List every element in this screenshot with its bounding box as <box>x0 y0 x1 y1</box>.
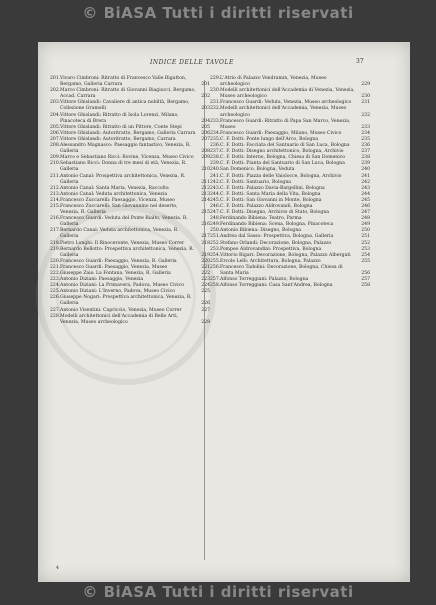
entry-number: 210. <box>50 161 61 167</box>
entry-number: 241. <box>210 173 221 179</box>
entry-number: 235. <box>210 136 221 142</box>
entry-text: C. F. Dotti: Facciata del Santuario di San Luca, Bologna <box>220 143 350 149</box>
entry-number: 206. <box>50 130 61 136</box>
entry-page: 227 <box>201 307 210 313</box>
index-entry <box>50 161 210 173</box>
entry-text: Alessandro Magnasco: Paesaggio fantastico, Venezia, R. Galleria <box>60 143 191 155</box>
entry-text: C. F. Dotti: Ponte lungo dell'Arco, Bologna <box>220 136 319 142</box>
entry-text: C. F. Dotti: Disegno architettonico, Bologna, Archivio <box>220 149 344 155</box>
entry-page: 236 <box>361 143 370 149</box>
entry-number: 249. <box>210 222 221 228</box>
entry-page: 226 <box>201 301 210 307</box>
entry-page: 245 <box>361 197 370 203</box>
entry-text: C. F. Dotti: Santuario, Bologna <box>220 179 292 185</box>
entry-text: Francesco Guardi: Veduta, Venezia, Museo archeologico <box>220 100 352 106</box>
entry-page: 239 <box>361 161 370 167</box>
watermark-bottom: © BiASA Tutti i diritti riservati <box>82 583 354 601</box>
index-entry <box>50 76 210 88</box>
entry-number: 222. <box>50 271 61 276</box>
entry-page: 238 <box>361 155 370 161</box>
entry-number: 203. <box>50 100 61 106</box>
entry-text: C. F. Dotti: Palazzo Davia-Bargellini, Bologna <box>220 185 325 191</box>
entry-number: 247. <box>210 210 221 216</box>
index-entry <box>210 76 370 88</box>
entry-number: 227. <box>50 307 61 313</box>
entry-page: 203 <box>201 106 210 112</box>
entry-number: 207. <box>50 136 61 142</box>
entry-page: 210 <box>201 167 210 173</box>
entry-text: Bernardo Canal: Veduta architettonica, Venezia, R. Galleria <box>60 228 179 240</box>
entry-page: 232 <box>361 112 370 118</box>
entry-text: San Domenico, Bologna, Veduta <box>220 167 295 173</box>
entry-text: Antonio Diziani: L'Inverno, Padova, Museo Civico <box>60 289 175 295</box>
entry-number: 230. <box>210 88 221 94</box>
entry-page: 224 <box>201 283 210 289</box>
entry-text: L'Atrio di Palazzo Vendramin, Venezia, Museo archeologico <box>220 76 327 88</box>
entry-page: 204 <box>201 118 210 124</box>
entry-text: C. F. Dotti: Pianta del Santuario di San Luca, Bologna <box>220 161 345 167</box>
entry-number: 205. <box>50 124 61 130</box>
index-entry <box>50 295 210 307</box>
page-number: 37 <box>356 58 364 65</box>
entry-number: 246. <box>210 203 221 209</box>
entry-page: 225 <box>201 289 210 295</box>
entry-page: 217 <box>201 234 210 240</box>
entry-text: Vittorio Bigari: Decorazione, Bologna, Palazzo Albergati <box>220 252 351 258</box>
index-entry <box>210 106 370 118</box>
entry-number: 255. <box>210 258 221 264</box>
entry-page: 208 <box>201 149 210 155</box>
entry-text: Antonio Bibiena: Disegno, Bologna <box>220 228 302 234</box>
entry-text: Pompeo Aldrovandini: Prospettiva, Bologna <box>220 246 322 252</box>
entry-number: 211. <box>50 173 61 179</box>
entry-number: 252. <box>210 240 221 246</box>
entry-text: Francesco Zuccarelli: Paesaggio, Vicenza, Museo <box>60 197 175 203</box>
entry-number: 228. <box>50 313 61 319</box>
entry-number: 218. <box>50 240 61 246</box>
index-entry <box>50 113 210 125</box>
entry-number: 219. <box>50 246 61 252</box>
entry-text: Alfonso Torreggiani: Casa Sant'Andrea, Bologna <box>220 283 333 289</box>
entry-page: 255 <box>361 258 370 264</box>
entry-text: C. F. Dotti: San Giovanni in Monte, Bologna <box>220 197 322 203</box>
entry-page: 253 <box>361 246 370 252</box>
entry-number: 244. <box>210 191 221 197</box>
entry-page: 218 <box>201 240 210 246</box>
index-entry <box>50 100 210 112</box>
entry-page: 229 <box>361 82 370 88</box>
entry-number: 224. <box>50 283 61 289</box>
entry-text: Vittore Ghislandi: Cavaliere di antica nobiltà, Bergamo, Collezione Grumelli <box>60 100 190 112</box>
entry-text: Vivaro Cimbroni: Ritratto di Francesco Valle Bigatton, Bergamo, Galleria Carrara <box>60 76 187 88</box>
index-entry <box>50 228 210 240</box>
entry-number: 256. <box>210 264 221 270</box>
index-entry <box>50 174 210 186</box>
entry-text: Ercole Lelli: Architettura, Bologna, Palazzo <box>220 258 321 264</box>
entry-page: 234 <box>361 130 370 136</box>
entry-text: Vittore Ghislandi: Ritratto di Isola Lorenzi, Milano, Pinacoteca di Brera <box>60 112 179 124</box>
index-entry <box>210 119 370 131</box>
index-entry <box>50 143 210 155</box>
entry-page: 244 <box>361 191 370 197</box>
entry-text: C. F. Dotti: Interno, Bologna, Chiesa di San Domenico <box>220 155 346 161</box>
entry-text: Francesco Guardi: Paesaggio, Venezia, Museo <box>60 264 168 270</box>
entry-page: 212 <box>201 185 210 191</box>
watermark-top: © BiASA Tutti i diritti riservati <box>82 4 354 22</box>
entry-text: Giuseppe Nogari: Prospettiva architettonica, Venezia, R. Galleria <box>60 295 192 307</box>
entry-text: Modelli architettonici dell'Accademia, Venezia, Museo archeologico <box>220 106 347 118</box>
entry-number: 240. <box>210 167 221 173</box>
index-entry <box>50 88 210 100</box>
entry-text: Vittore Ghislandi: Autoritratto, Bergamo, Carrara <box>60 136 176 142</box>
entry-page: 215 <box>201 210 210 216</box>
entry-page: 235 <box>361 136 370 142</box>
entry-number: 251. <box>210 234 221 240</box>
index-column-left <box>50 76 210 326</box>
entry-text: Marco e Sebastiano Ricci: Rovine, Vicenza, Museo Civico <box>60 155 194 161</box>
index-entry <box>210 265 370 277</box>
entry-page: 256 <box>361 271 370 276</box>
entry-page: 242 <box>361 179 370 185</box>
entry-number: 239. <box>210 161 221 167</box>
index-column-right <box>210 76 370 289</box>
entry-page: 216 <box>201 222 210 228</box>
entry-page: 233 <box>361 124 370 130</box>
entry-text: Ferdinando Bibiena: Teatro, Parma <box>220 216 302 222</box>
entry-page: 220 <box>201 258 210 264</box>
entry-number: 220. <box>50 258 61 264</box>
footer-mark: 4 <box>56 566 59 571</box>
entry-number: 209. <box>50 155 61 161</box>
entry-number: 202. <box>50 88 61 94</box>
entry-text: Antonio Diziani: Paesaggio, Venezia <box>60 277 144 283</box>
entry-page: 211 <box>201 179 210 185</box>
entry-number: 208. <box>50 143 61 149</box>
entry-page: 206 <box>201 130 210 136</box>
entry-number: 214. <box>50 197 61 203</box>
entry-number: 236. <box>210 143 221 149</box>
entry-text: Alfonso Torreggiani: Palazzo, Bologna <box>220 277 309 283</box>
index-entry <box>50 204 210 216</box>
entry-number: 215. <box>50 203 61 209</box>
entry-number: 204. <box>50 112 61 118</box>
entry-text: Modelli architettonici dell'Accademia di Venezia, Venezia, Museo archeologico <box>220 88 355 100</box>
entry-page: 223 <box>201 277 210 283</box>
entry-number: 217. <box>50 228 61 234</box>
entry-page: 202 <box>201 94 210 100</box>
entry-number: 254. <box>210 252 221 258</box>
entry-text: Antonio Canal: Santa Maria, Venezia, Raccolta <box>60 185 169 191</box>
entry-page: 251 <box>361 234 370 240</box>
entry-number: 232. <box>210 106 221 112</box>
entry-text: Antonio Visentini: Capriccio, Venezia, Museo Correr <box>60 307 182 313</box>
entry-text: Francesco Guardi: Veduta del Ponte Rialto, Venezia, R. Galleria <box>60 216 188 228</box>
entry-text: C. F. Dotti: Piazza delle Vaiolocce, Bologna, Archivio <box>220 173 342 179</box>
entry-page: 209 <box>201 155 210 161</box>
entry-text: Francesco Zuccarelli: San Giovannino nel deserto, Venezia, R. Galleria <box>60 203 178 216</box>
entry-page: 257 <box>361 277 370 283</box>
entry-page: 207 <box>201 136 210 142</box>
entry-page: 213 <box>201 191 210 197</box>
entry-text: Ferdinando Bibiena: Scena, Bologna, Pinacoteca <box>220 222 334 228</box>
entry-page: 254 <box>361 252 370 258</box>
entry-number: 233. <box>210 118 221 124</box>
entry-text: Antonio Diziani: La Primavera, Padova, Museo Civico <box>60 283 184 289</box>
entry-text: Modelli architettonici dell'Accademia di Belle Arti, Venezia, Museo archeologico <box>60 313 178 325</box>
entry-number: 234. <box>210 130 221 136</box>
entry-number: 250. <box>210 228 221 234</box>
entry-number: 225. <box>50 289 61 295</box>
entry-text: Francesco Tadolini: Decorazione, Bologna, Chiesa di Santa Maria <box>220 264 343 276</box>
entry-number: 243. <box>210 185 221 191</box>
entry-text: Antonio Canal: Prospettiva architettonica, Venezia, R. Galleria <box>60 173 186 185</box>
entry-number: 257. <box>210 277 221 283</box>
entry-number: 201. <box>50 76 61 81</box>
entry-number: 223. <box>50 277 61 283</box>
entry-text: Marco Cimbroni: Ritratto di Giovanni Biagiucci, Bergamo, Accad. Carrara <box>60 88 196 100</box>
entry-page: 249 <box>361 222 370 228</box>
entry-page: 201 <box>201 82 210 88</box>
entry-page: 240 <box>361 167 370 173</box>
entry-text: Vittore Ghislandi: Autoritratto, Bergamo, Galleria Carrara <box>60 130 196 136</box>
entry-number: 238. <box>210 155 221 161</box>
entry-number: 258. <box>210 283 221 289</box>
index-entry <box>210 283 370 289</box>
entry-number: 226. <box>50 295 61 301</box>
entry-text: Bernardo Bellotto: Prospettiva architettonica, Venezia, R. Galleria <box>60 246 195 258</box>
entry-page: 237 <box>361 149 370 155</box>
entry-number: 216. <box>50 216 61 222</box>
entry-page: 219 <box>201 252 210 258</box>
entry-page: 252 <box>361 240 370 246</box>
entry-number: 237. <box>210 149 221 155</box>
entry-number: 231. <box>210 100 221 106</box>
entry-page: 243 <box>361 185 370 191</box>
index-entry <box>50 314 210 326</box>
entry-page: 221 <box>201 264 210 270</box>
entry-text: C. F. Dotti: Santa Maria della Vita, Bologna <box>220 191 321 197</box>
entry-page: 228 <box>201 319 210 325</box>
entry-number: 253. <box>210 246 221 252</box>
entry-text: Francesco Guardi: Paesaggio, Milano, Museo Civico <box>220 130 342 136</box>
running-header: INDICE DELLE TAVOLE <box>150 59 234 66</box>
entry-page: 231 <box>361 100 370 106</box>
entry-page: 250 <box>361 228 370 234</box>
entry-text: Stefano Orlandi: Decorazione, Bologna, Palazzo <box>220 240 332 246</box>
entry-text: Antonio Canal: Veduta architettonica, Venezia <box>60 191 168 197</box>
entry-text: Giuseppe Zais: La Fontana, Venezia, R. Galleria <box>60 271 171 276</box>
entry-text: Francesco Guardi: Ritratto di Papa San Marco, Venezia, Museo <box>220 118 351 130</box>
entry-page: 248 <box>361 216 370 222</box>
entry-number: 245. <box>210 197 221 203</box>
entry-text: Vittore Ghislandi: Ritratto di un Pittore, Conte Stepi <box>60 124 182 130</box>
entry-page: 222 <box>201 271 210 276</box>
entry-number: 248. <box>210 216 221 222</box>
entry-text: Andrea dal Sasso: Prospettiva, Bologna, Galleria <box>220 234 334 240</box>
entry-text: C. F. Dotti: Palazzo Aldrovandi, Bologna <box>220 203 313 209</box>
entry-number: 221. <box>50 264 61 270</box>
entry-page: 241 <box>361 173 370 179</box>
entry-text: Sebastiano Ricci: Donna di tre mesi di età, Venezia, R. Galleria <box>60 161 187 173</box>
entry-page: 214 <box>201 197 210 203</box>
entry-number: 229. <box>210 76 221 81</box>
index-entry <box>50 247 210 259</box>
entry-page: 230 <box>361 94 370 100</box>
entry-text: Pietro Longhi: Il Rinoceronte, Venezia, Museo Correr <box>60 240 185 246</box>
entry-page: 258 <box>361 283 370 289</box>
index-entry <box>50 216 210 228</box>
entry-page: 205 <box>201 124 210 130</box>
index-entry <box>210 88 370 100</box>
entry-text: Francesco Guardi: Paesaggio, Venezia, R. Galleria <box>60 258 177 264</box>
entry-number: 242. <box>210 179 221 185</box>
entry-number: 213. <box>50 191 61 197</box>
entry-page: 247 <box>361 210 370 216</box>
entry-page: 246 <box>361 203 370 209</box>
entry-number: 212. <box>50 185 61 191</box>
entry-text: C. F. Dotti: Disegno, Archivio di Stato, Bologna <box>220 210 330 216</box>
